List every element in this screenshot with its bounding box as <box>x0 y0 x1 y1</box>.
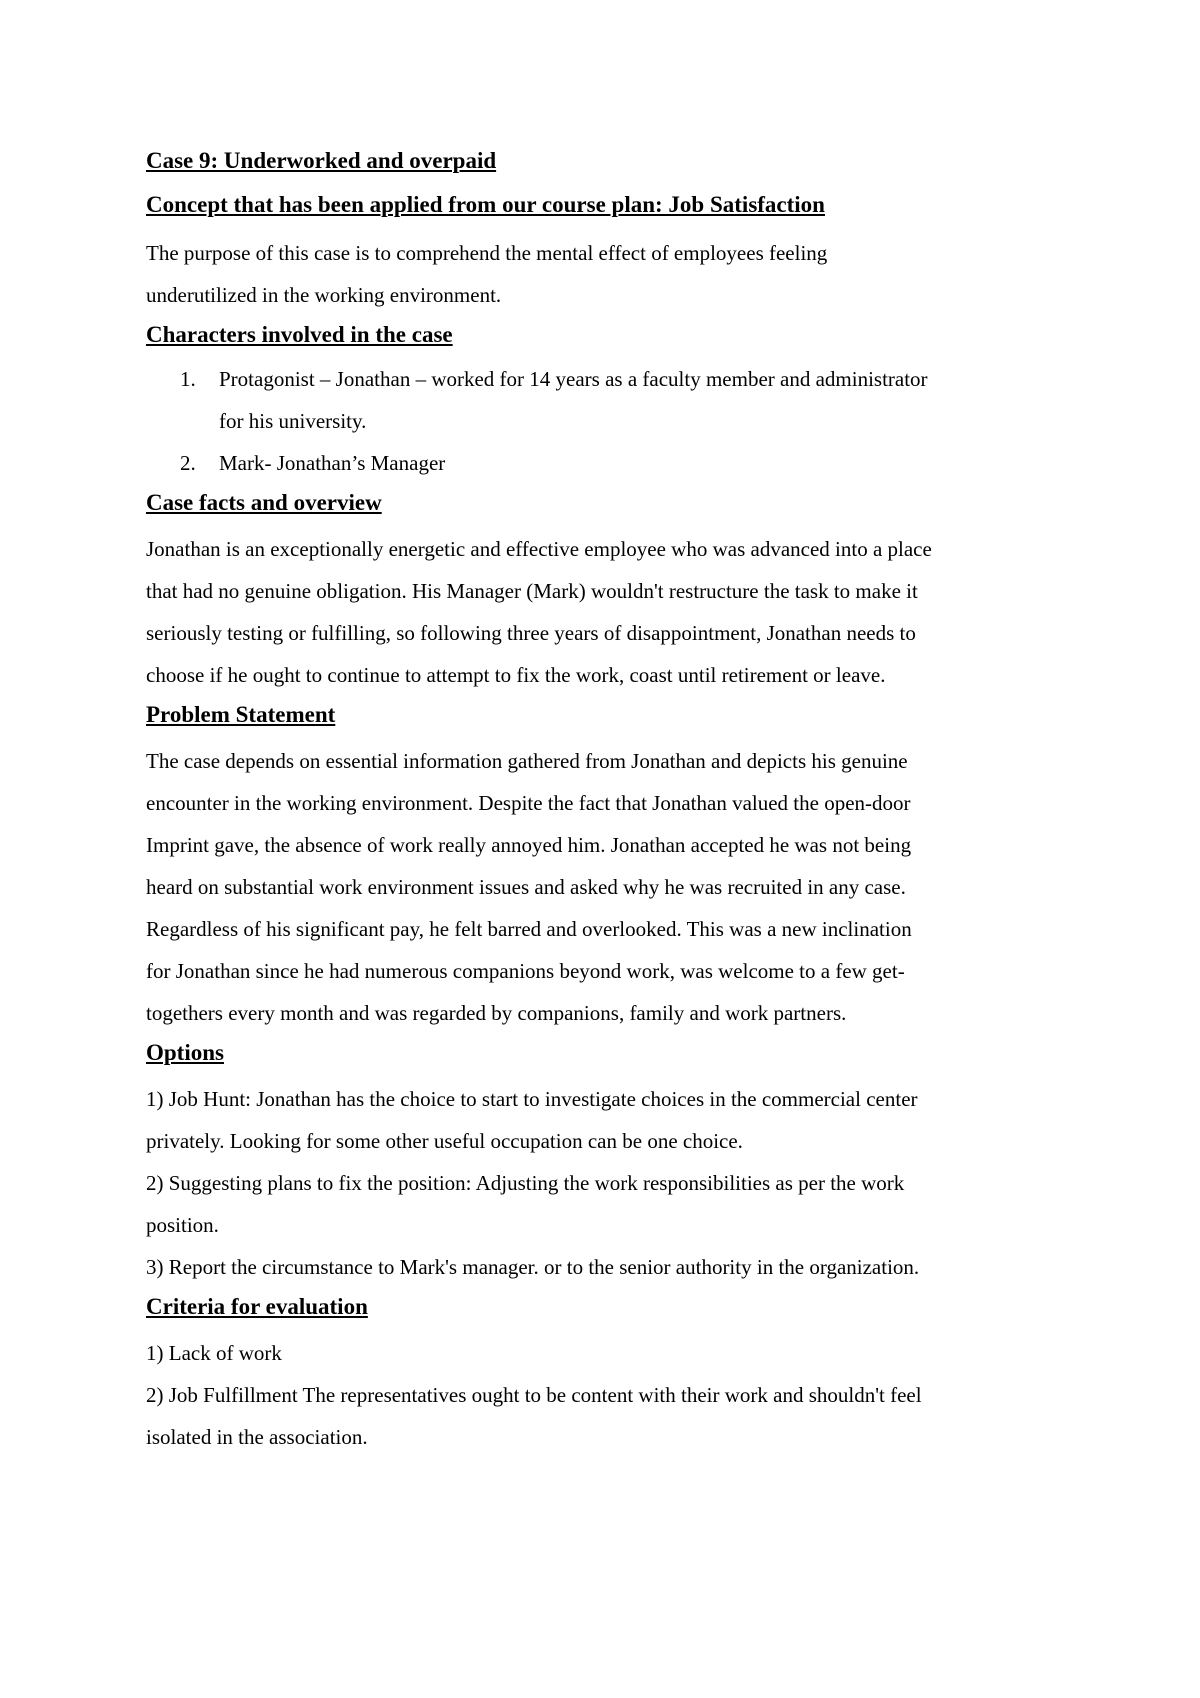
options-paragraph <box>146 1078 1066 1288</box>
list-item <box>146 442 1066 484</box>
characters-list <box>146 358 1066 484</box>
criteria-paragraph <box>146 1332 1066 1458</box>
list-item-line: Mark- Jonathan’s Manager <box>219 451 446 475</box>
list-number: 2. <box>180 451 196 475</box>
facts-line: Jonathan is an exceptionally energetic and effective employee who was advanced into a place <box>146 537 932 561</box>
options-line: 1) Job Hunt: Jonathan has the choice to start to investigate choices in the commercial center <box>146 1087 918 1111</box>
document-page <box>146 146 1066 1458</box>
problem-line: Imprint gave, the absence of work really annoyed him. Jonathan accepted he was not being <box>146 833 912 857</box>
purpose-paragraph <box>146 232 1066 316</box>
criteria-line: 1) Lack of work <box>146 1341 282 1365</box>
problem-line: togethers every month and was regarded by companions, family and work partners. <box>146 1001 847 1025</box>
facts-heading: Case facts and overview <box>146 490 382 515</box>
facts-line: that had no genuine obligation. His Manager (Mark) wouldn't restructure the task to make it <box>146 579 918 603</box>
characters-heading: Characters involved in the case <box>146 322 453 347</box>
facts-line: choose if he ought to continue to attempt to fix the work, coast until retirement or leave. <box>146 663 886 687</box>
problem-line: for Jonathan since he had numerous companions beyond work, was welcome to a few get- <box>146 959 905 983</box>
options-line: privately. Looking for some other useful occupation can be one choice. <box>146 1129 743 1153</box>
criteria-line: isolated in the association. <box>146 1425 368 1449</box>
list-item-line: for his university. <box>219 409 367 433</box>
list-number: 1. <box>180 367 196 391</box>
options-line: position. <box>146 1213 219 1237</box>
problem-line: encounter in the working environment. Despite the fact that Jonathan valued the open-door <box>146 791 911 815</box>
case-title: Case 9: Underworked and overpaid <box>146 148 497 173</box>
problem-line: The case depends on essential information gathered from Jonathan and depicts his genuine <box>146 749 908 773</box>
facts-line: seriously testing or fulfilling, so following three years of disappointment, Jonathan needs to <box>146 621 916 645</box>
purpose-line: underutilized in the working environment. <box>146 283 502 307</box>
list-item <box>146 358 1066 442</box>
options-line: 3) Report the circumstance to Mark's manager. or to the senior authority in the organization. <box>146 1255 920 1279</box>
purpose-line: The purpose of this case is to comprehend the mental effect of employees feeling <box>146 241 828 265</box>
concept-heading: Concept that has been applied from our course plan: Job Satisfaction <box>146 192 825 217</box>
options-line: 2) Suggesting plans to fix the position: Adjusting the work responsibilities as per the work <box>146 1171 905 1195</box>
problem-paragraph <box>146 740 1066 1034</box>
problem-heading: Problem Statement <box>146 702 336 727</box>
problem-line: heard on substantial work environment issues and asked why he was recruited in any case. <box>146 875 906 899</box>
list-item-line: Protagonist – Jonathan – worked for 14 years as a faculty member and administrator <box>219 367 928 391</box>
problem-line: Regardless of his significant pay, he felt barred and overlooked. This was a new inclination <box>146 917 912 941</box>
options-heading: Options <box>146 1040 224 1065</box>
facts-paragraph <box>146 528 1066 696</box>
criteria-heading: Criteria for evaluation <box>146 1294 368 1319</box>
criteria-line: 2) Job Fulfillment The representatives ought to be content with their work and shouldn't feel <box>146 1383 922 1407</box>
